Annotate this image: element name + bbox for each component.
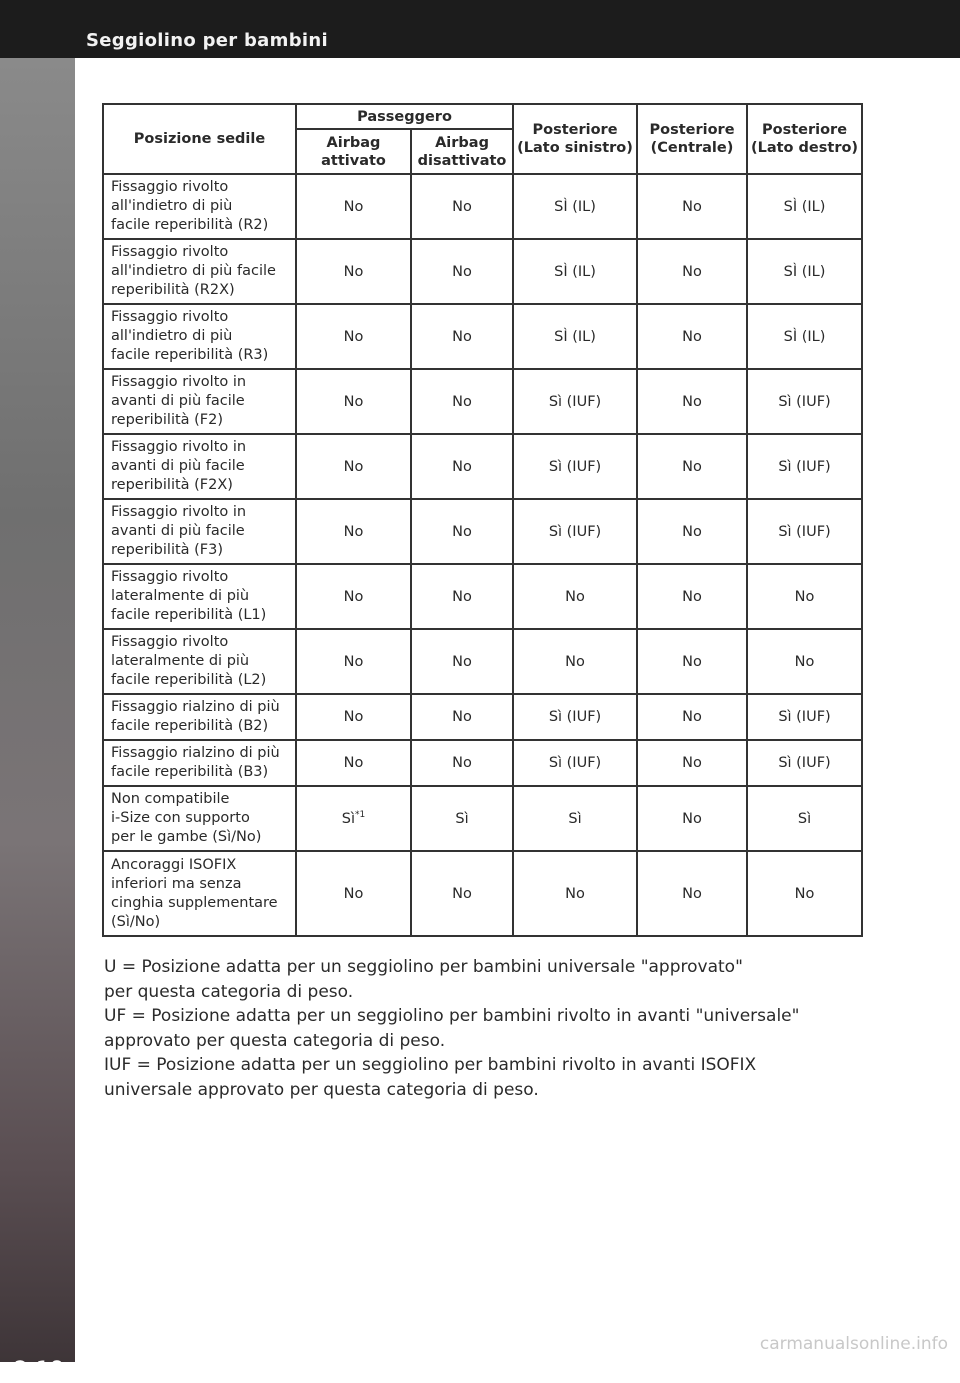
table-cell: [411, 369, 513, 434]
table-cell: [296, 564, 411, 629]
table-cell: [411, 629, 513, 694]
table-cell: [296, 174, 411, 239]
cell-value: Sì (IUF): [548, 755, 602, 771]
table-cell: [296, 694, 411, 740]
table-cell: [296, 239, 411, 304]
row-label: Fissaggio rivolto all'indietro di più facile reperibilità (R3): [103, 304, 296, 369]
table-cell: [637, 499, 747, 564]
cell-value: Sì (IUF): [548, 458, 602, 475]
table-cell: [296, 434, 411, 499]
table-cell: [637, 740, 747, 786]
cell-value: SÌ (IL): [783, 198, 826, 215]
row-label: Fissaggio rivolto all'indietro di più facile reperibilità (R2X): [103, 239, 296, 304]
cell-value: Sì: [455, 810, 469, 827]
cell-value: SÌ (IL): [783, 328, 826, 345]
cell-value: No: [452, 755, 472, 771]
cell-value: Sì (IUF): [548, 709, 602, 725]
table-cell: [296, 851, 411, 936]
table-row: [103, 369, 862, 434]
cell-value: No: [343, 263, 364, 280]
cell-value: No: [565, 588, 585, 605]
table-cell: [637, 304, 747, 369]
table-cell: [747, 629, 862, 694]
table-cell: [747, 851, 862, 936]
table-cell: [747, 694, 862, 740]
cell-value: Sì (IUF): [778, 393, 831, 410]
table-row: [103, 629, 862, 694]
cell-value: SÌ (IL): [554, 328, 596, 345]
table-row: [103, 851, 862, 936]
table-cell: [513, 499, 637, 564]
table-cell: [637, 369, 747, 434]
cell-value: SÌ (IL): [783, 263, 826, 280]
table-row: [103, 740, 862, 786]
cell-value: SÌ (IL): [554, 198, 596, 215]
cell-value: Sì (IUF): [548, 393, 602, 410]
header-rear-right: Posteriore (Lato destro): [747, 104, 862, 174]
cell-value: No: [682, 588, 702, 605]
table-cell: [411, 786, 513, 851]
table-cell: [296, 786, 411, 851]
cell-value: No: [682, 263, 702, 280]
cell-value: No: [452, 263, 472, 280]
cell-value: No: [682, 810, 702, 827]
header-rear-left: Posteriore (Lato sinistro): [513, 104, 637, 174]
cell-value: No: [452, 393, 472, 410]
table-cell: [637, 694, 747, 740]
table-cell: [296, 304, 411, 369]
cell-value: No: [343, 885, 364, 902]
legend-item: U = Posizione adatta per un seggiolino per bambini universale "approvato" per questa categoria di peso.: [104, 957, 743, 1002]
cell-value: Sì (IUF): [778, 458, 831, 475]
table-cell: [411, 851, 513, 936]
section-title: Seggiolino per bambini: [86, 30, 328, 51]
table-cell: [411, 740, 513, 786]
table-cell: [747, 239, 862, 304]
table-cell: [411, 174, 513, 239]
cell-value: No: [343, 198, 364, 215]
cell-value: No: [452, 653, 472, 670]
table-cell: [637, 564, 747, 629]
table-row: [103, 174, 862, 239]
cell-value: Sì: [568, 810, 582, 827]
table-cell: [513, 174, 637, 239]
cell-value: No: [794, 588, 815, 605]
row-label: Fissaggio rivolto in avanti di più facile reperibilità (F2X): [103, 434, 296, 499]
table-cell: [513, 629, 637, 694]
cell-value: No: [343, 653, 364, 670]
table-row: [103, 499, 862, 564]
page-number: 2-18: [14, 1358, 64, 1383]
cell-value: No: [343, 588, 364, 605]
cell-value: Sì (IUF): [778, 755, 831, 771]
row-label: Fissaggio rialzino di più facile reperibilità (B3): [103, 740, 296, 786]
row-label: Fissaggio rialzino di più facile reperibilità (B2): [103, 694, 296, 740]
isofix-compatibility-table: [102, 103, 863, 937]
table-cell: [747, 174, 862, 239]
cell-value: No: [343, 755, 364, 771]
table-cell: [411, 499, 513, 564]
table-cell: [513, 786, 637, 851]
cell-value: Sì (IUF): [778, 523, 831, 540]
table-row: [103, 694, 862, 740]
legend-item: UF = Posizione adatta per un seggiolino per bambini rivolto in avanti "universale" approvato per questa categoria di peso.: [104, 1006, 800, 1051]
table-row: [103, 304, 862, 369]
table-cell: [637, 174, 747, 239]
row-label: Ancoraggi ISOFIX inferiori ma senza cinghia supplementare (Sì/No): [103, 851, 296, 936]
table-cell: [747, 740, 862, 786]
cell-value: No: [682, 198, 702, 215]
cell-value: No: [452, 885, 472, 902]
table-row: [103, 786, 862, 851]
cell-value: Sì (IUF): [548, 523, 602, 540]
cell-value: No: [682, 653, 702, 670]
cell-value: No: [343, 709, 364, 725]
row-label: Fissaggio rivolto lateralmente di più facile reperibilità (L2): [103, 629, 296, 694]
legend: [104, 955, 864, 1102]
cell-value: No: [682, 393, 702, 410]
table-cell: [637, 434, 747, 499]
table-row: [103, 434, 862, 499]
cell-value: SÌ (IL): [554, 263, 596, 280]
cell-value: No: [343, 328, 364, 345]
row-label: Fissaggio rivolto lateralmente di più facile reperibilità (L1): [103, 564, 296, 629]
table-cell: [513, 239, 637, 304]
sidebar-decoration: [0, 58, 75, 1383]
table-cell: [513, 369, 637, 434]
footnote-marker: *1: [355, 810, 366, 821]
cell-value: No: [682, 458, 702, 475]
table-cell: [411, 304, 513, 369]
table-cell: [513, 564, 637, 629]
cell-value: Sì (IUF): [778, 709, 831, 725]
table-cell: [411, 239, 513, 304]
cell-value: No: [452, 709, 472, 725]
cell-value: No: [565, 885, 585, 902]
table-row: [103, 239, 862, 304]
table-cell: [637, 786, 747, 851]
cell-value: No: [343, 458, 364, 475]
cell-value: No: [565, 653, 585, 670]
cell-value: No: [452, 198, 472, 215]
cell-value: No: [682, 709, 702, 725]
row-label: Fissaggio rivolto all'indietro di più facile reperibilità (R2): [103, 174, 296, 239]
header-seat-position: Posizione sedile: [103, 104, 296, 174]
table-cell: [411, 564, 513, 629]
table-cell: [296, 740, 411, 786]
cell-value: No: [682, 755, 702, 771]
table-cell: [747, 786, 862, 851]
table-cell: [513, 304, 637, 369]
cell-value: Sì: [797, 810, 812, 827]
table-cell: [747, 369, 862, 434]
row-label: Fissaggio rivolto in avanti di più facile reperibilità (F3): [103, 499, 296, 564]
cell-value: No: [452, 588, 472, 605]
table-cell: [637, 629, 747, 694]
cell-value: No: [682, 328, 702, 345]
table-cell: [747, 564, 862, 629]
header-passenger: Passeggero: [296, 104, 513, 129]
row-label: Fissaggio rivolto in avanti di più facile reperibilità (F2): [103, 369, 296, 434]
table-cell: [411, 694, 513, 740]
table-row: [103, 564, 862, 629]
header-airbag-off: Airbag disattivato: [411, 129, 513, 174]
table-cell: [513, 434, 637, 499]
cell-value: No: [794, 885, 815, 902]
cell-value: No: [343, 393, 364, 410]
cell-value: No: [682, 885, 702, 902]
cell-value: No: [343, 523, 364, 540]
cell-value: No: [794, 653, 815, 670]
compatibility-table-container: [102, 103, 863, 937]
cell-value: No: [452, 523, 472, 540]
row-label: Non compatibile i-Size con supporto per le gambe (Sì/No): [103, 786, 296, 851]
page-header: [0, 0, 960, 58]
table-cell: [637, 239, 747, 304]
table-cell: [296, 629, 411, 694]
cell-value: No: [452, 458, 472, 475]
table-cell: [296, 499, 411, 564]
table-cell: [513, 694, 637, 740]
header-airbag-on: Airbag attivato: [296, 129, 411, 174]
cell-value: Sì: [341, 810, 355, 827]
table-cell: [747, 434, 862, 499]
watermark: carmanualsonline.info: [759, 1334, 948, 1354]
table-cell: [513, 740, 637, 786]
table-cell: [747, 499, 862, 564]
cell-value: No: [682, 523, 702, 540]
header-rear-center: Posteriore (Centrale): [637, 104, 747, 174]
legend-item: IUF = Posizione adatta per un seggiolino per bambini rivolto in avanti ISOFIX universale approvato per questa categoria di peso.: [104, 1055, 757, 1100]
cell-value: No: [452, 328, 472, 345]
table-cell: [513, 851, 637, 936]
table-body: [103, 174, 862, 936]
table-cell: [296, 369, 411, 434]
table-cell: [637, 851, 747, 936]
table-cell: [747, 304, 862, 369]
table-cell: [411, 434, 513, 499]
